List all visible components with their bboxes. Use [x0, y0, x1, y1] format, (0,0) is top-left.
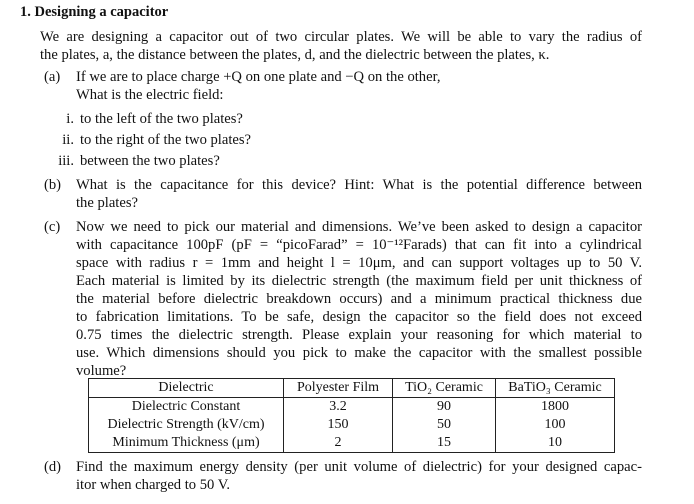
part-a-line: If we are to place charge +Q on one plate and −Q on the other,: [76, 69, 441, 85]
problem-intro: [40, 28, 642, 64]
intro-line: the plates, a, the distance between the plates, d, and the dielectric between the plates, κ.: [40, 47, 550, 63]
part-b-line: the plates?: [76, 195, 138, 211]
subitem-label: ii.: [62, 132, 74, 148]
part-c-line: with capacitance 100pF (pF = “picoFarad” = 10⁻¹²Farads) that can fit into a cylindrical: [76, 237, 642, 253]
part-a-subitem: [54, 131, 251, 149]
part-c-line: Each material is limited by its dielectric strength (the maximum field per unit thickness of: [76, 273, 642, 289]
part-c-line: volume?: [76, 363, 127, 379]
table-header: Polyester Film: [284, 379, 393, 398]
part-a-subitem: [54, 152, 220, 170]
part-d-line: Find the maximum energy density (per unit volume of dielectric) for your designed capac-: [76, 459, 642, 475]
table-cell: 3.2: [284, 398, 393, 417]
subitem-label: iii.: [58, 153, 74, 169]
table-row: [89, 416, 615, 434]
intro-line: We are designing a capacitor out of two circular plates. We will be able to vary the radius of: [40, 29, 642, 45]
table-cell: 150: [284, 416, 393, 434]
table-row: [89, 398, 615, 417]
table-cell: 10: [496, 434, 615, 453]
part-a-subitem: [54, 110, 243, 128]
problem-title: 1. Designing a capacitor: [20, 4, 169, 20]
table-row: [89, 434, 615, 453]
table-header-row: [89, 379, 615, 398]
table-cell: 2: [284, 434, 393, 453]
part-c-line: space with radius r = 1mm and height l = 10μm, and can support voltages up to 50 V.: [76, 255, 642, 271]
part-b-label: (b): [44, 177, 62, 193]
part-d-line: itor when charged to 50 V.: [76, 477, 231, 493]
part-c-line: 0.75 times the dielectric strength. Please explain your reasoning for which material to: [76, 327, 642, 343]
table-cell: 100: [496, 416, 615, 434]
part-b-line: What is the capacitance for this device? Hint: What is the potential difference between: [76, 177, 642, 193]
table-header: TiO₂ Ceramic: [393, 379, 496, 398]
dielectric-table: [88, 378, 615, 453]
part-c-label: (c): [44, 219, 61, 235]
part-a-line: What is the electric field:: [76, 87, 224, 103]
table-cell: Dielectric Constant: [89, 398, 284, 417]
part-c-line: Now we need to pick our material and dimensions. We’ve been asked to design a capacitor: [76, 219, 642, 235]
table-cell: 50: [393, 416, 496, 434]
table-cell: 1800: [496, 398, 615, 417]
subitem-text: to the left of the two plates?: [80, 111, 243, 127]
table-cell: Minimum Thickness (μm): [89, 434, 284, 453]
part-c-line: to fabrication limitations. To be safe, design the capacitor so the field does not exceed: [76, 309, 642, 325]
subitem-text: to the right of the two plates?: [80, 132, 252, 148]
subitem-text: between the two plates?: [80, 153, 220, 169]
table-cell: 15: [393, 434, 496, 453]
table-header: BaTiO₃ Ceramic: [496, 379, 615, 398]
part-a-label: (a): [44, 69, 61, 85]
table-cell: Dielectric Strength (kV/cm): [89, 416, 284, 434]
part-d-label: (d): [44, 459, 62, 475]
part-c-line: use. Which dimensions should you pick to make the capacitor with the smallest possible: [76, 345, 642, 361]
part-c-line: the material before dielectric breakdown occurs) and a minimum practical thickness due: [76, 291, 642, 307]
subitem-label: i.: [66, 111, 74, 127]
table-cell: 90: [393, 398, 496, 417]
table-header: Dielectric: [89, 379, 284, 398]
